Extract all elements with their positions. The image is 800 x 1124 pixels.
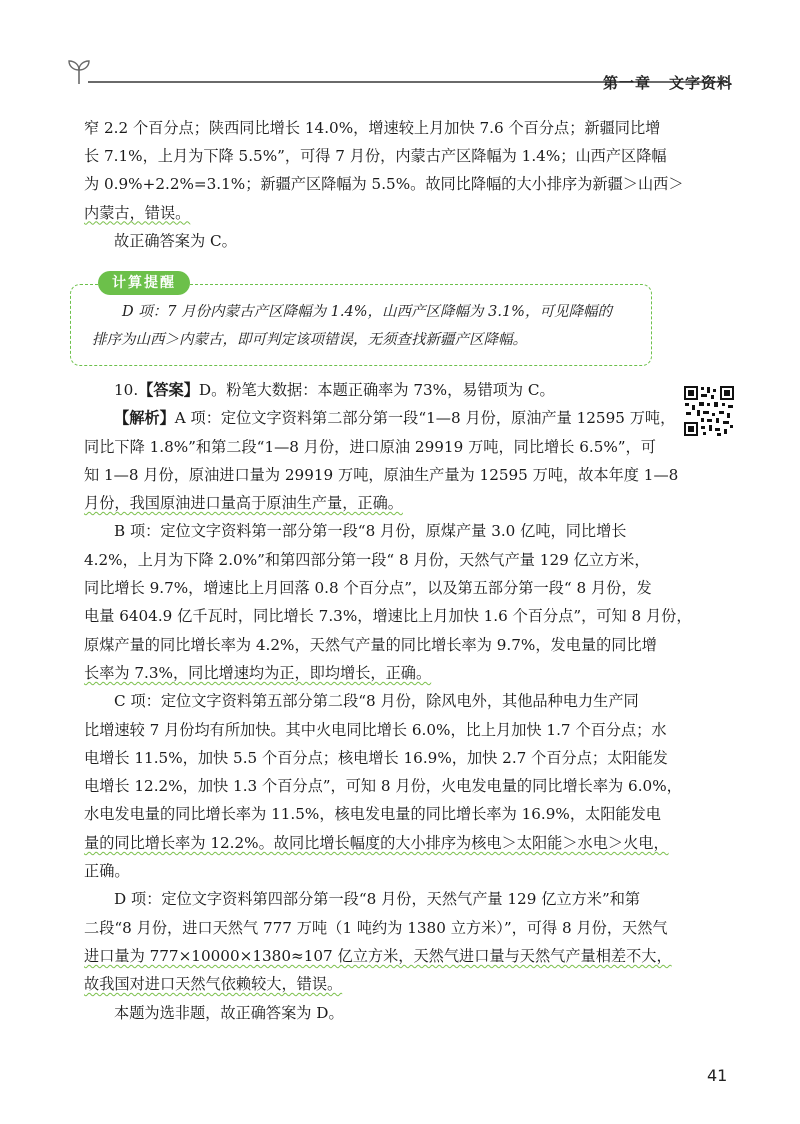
text-line: 【解析】A 项：定位文字资料第二部分第一段“1—8 月份，原油产量 12595 万吨， (114, 409, 676, 428)
text-line: 故我国对进口天然气依赖较大，错误。 (84, 975, 343, 994)
text-line: 量的同比增长率为 12.2%。故同比增长幅度的大小排序为核电＞太阳能＞水电＞火电， (84, 833, 669, 852)
text-line: 长 7.1%，上月为下降 5.5%”，可得 7 月份，内蒙古产区降幅为 1.4%；山西产区降幅 (84, 147, 667, 166)
conclusion-line: 本题为选非题，故正确答案为 D。 (114, 1003, 344, 1022)
text-line: B 项：定位文字资料第一部分第一段“8 月份，原煤产量 3.0 亿吨，同比增长 (114, 522, 627, 541)
text-line: 知 1—8 月份，原油进口量为 29919 万吨，原油生产量为 12595 万吨，故本年度 1—8 (84, 465, 679, 484)
tip-label: 计算提醒 (98, 271, 190, 295)
text-line: C 项：定位文字资料第五部分第二段“8 月份，除风电外，其他品种电力生产同 (114, 692, 639, 711)
text-line: 月份，我国原油进口量高于原油生产量，正确。 (84, 494, 403, 513)
top-paragraph (84, 114, 734, 255)
text-line: 电量 6404.9 亿千瓦时，同比增长 7.3%，增速比上月加快 1.6 个百分点”，可知 8 月份， (84, 607, 692, 626)
text-line: 电增长 11.5%，加快 5.5 个百分点；核电增长 16.9%，加快 2.7 个百分点；太阳能发 (84, 748, 668, 767)
text-line: 电增长 12.2%，加快 1.3 个百分点”，可知 8 月份，火电发电量的同比增长率为 6.0%， (84, 777, 682, 796)
chapter-heading (603, 72, 733, 93)
page-number: 41 (707, 1066, 728, 1085)
text-line: 同比增长 9.7%，增速比上月回落 0.8 个百分点”，以及第五部分第一段“ 8 月份，发 (84, 579, 652, 598)
analysis-tag: 【解析】 (114, 409, 175, 428)
text-line: 水电发电量的同比增长率为 11.5%，核电发电量的同比增长率为 16.9%，太阳能发电 (84, 805, 661, 824)
text-line: 同比下降 1.8%”和第二段“1—8 月份，进口原油 29919 万吨，同比增长 6.5%”，可 (84, 437, 656, 456)
text-line: 长率为 7.3%，同比增速均为正，即均增长，正确。 (84, 663, 432, 682)
text-line: 为 0.9%+2.2%=3.1%；新疆产区降幅为 5.5%。故同比降幅的大小排序为新疆＞山西＞ (84, 175, 684, 194)
section-label: 文字资料 (669, 74, 734, 92)
text-line: 进口量为 777×10000×1380≈107 亿立方米，天然气进口量与天然气产量相差不大， (84, 946, 672, 965)
tip-text (92, 298, 644, 354)
text-line: 内蒙古，错误。 (84, 203, 191, 222)
answer-heading (84, 376, 734, 404)
text-line: D 项：定位文字资料第四部分第一段“8 月份，天然气产量 129 亿立方米”和第 (114, 890, 641, 909)
text-line: 窄 2.2 个百分点；陕西同比增长 14.0%，增速较上月加快 7.6 个百分点；新疆同比增 (84, 119, 661, 137)
text-line: 原煤产量的同比增长率为 4.2%，天然气产量的同比增长率为 9.7%，发电量的同比增 (84, 635, 657, 654)
tip-line: 排序为山西＞内蒙古，即可判定该项错误，无须查找新疆产区降幅。 (92, 332, 527, 348)
text-line: 4.2%，上月为下降 2.0%”和第四部分第一段“ 8 月份，天然气产量 129 亿立方米， (84, 550, 650, 569)
text-line: 正确。 (84, 862, 130, 881)
question-number: 10. (114, 381, 139, 399)
answer-tag: 【答案】 (138, 381, 199, 399)
answer-text: D。粉笔大数据：本题正确率为 73%，易错项为 C。 (198, 381, 555, 399)
tip-line: D 项：7 月份内蒙古产区降幅为 1.4%，山西产区降幅为 3.1%，可见降幅的 (122, 304, 612, 320)
text-line: 比增速较 7 月份均有所加快。其中火电同比增长 6.0%，比上月加快 1.7 个百分点；水 (84, 720, 667, 739)
question-10 (84, 376, 734, 1027)
chapter-label: 第一章 (603, 74, 652, 92)
text-line: 二段“8 月份，进口天然气 777 万吨（1 吨约为 1380 立方米）”，可得 8 月份，天然气 (84, 918, 668, 937)
answer-line: 故正确答案为 C。 (114, 231, 237, 250)
